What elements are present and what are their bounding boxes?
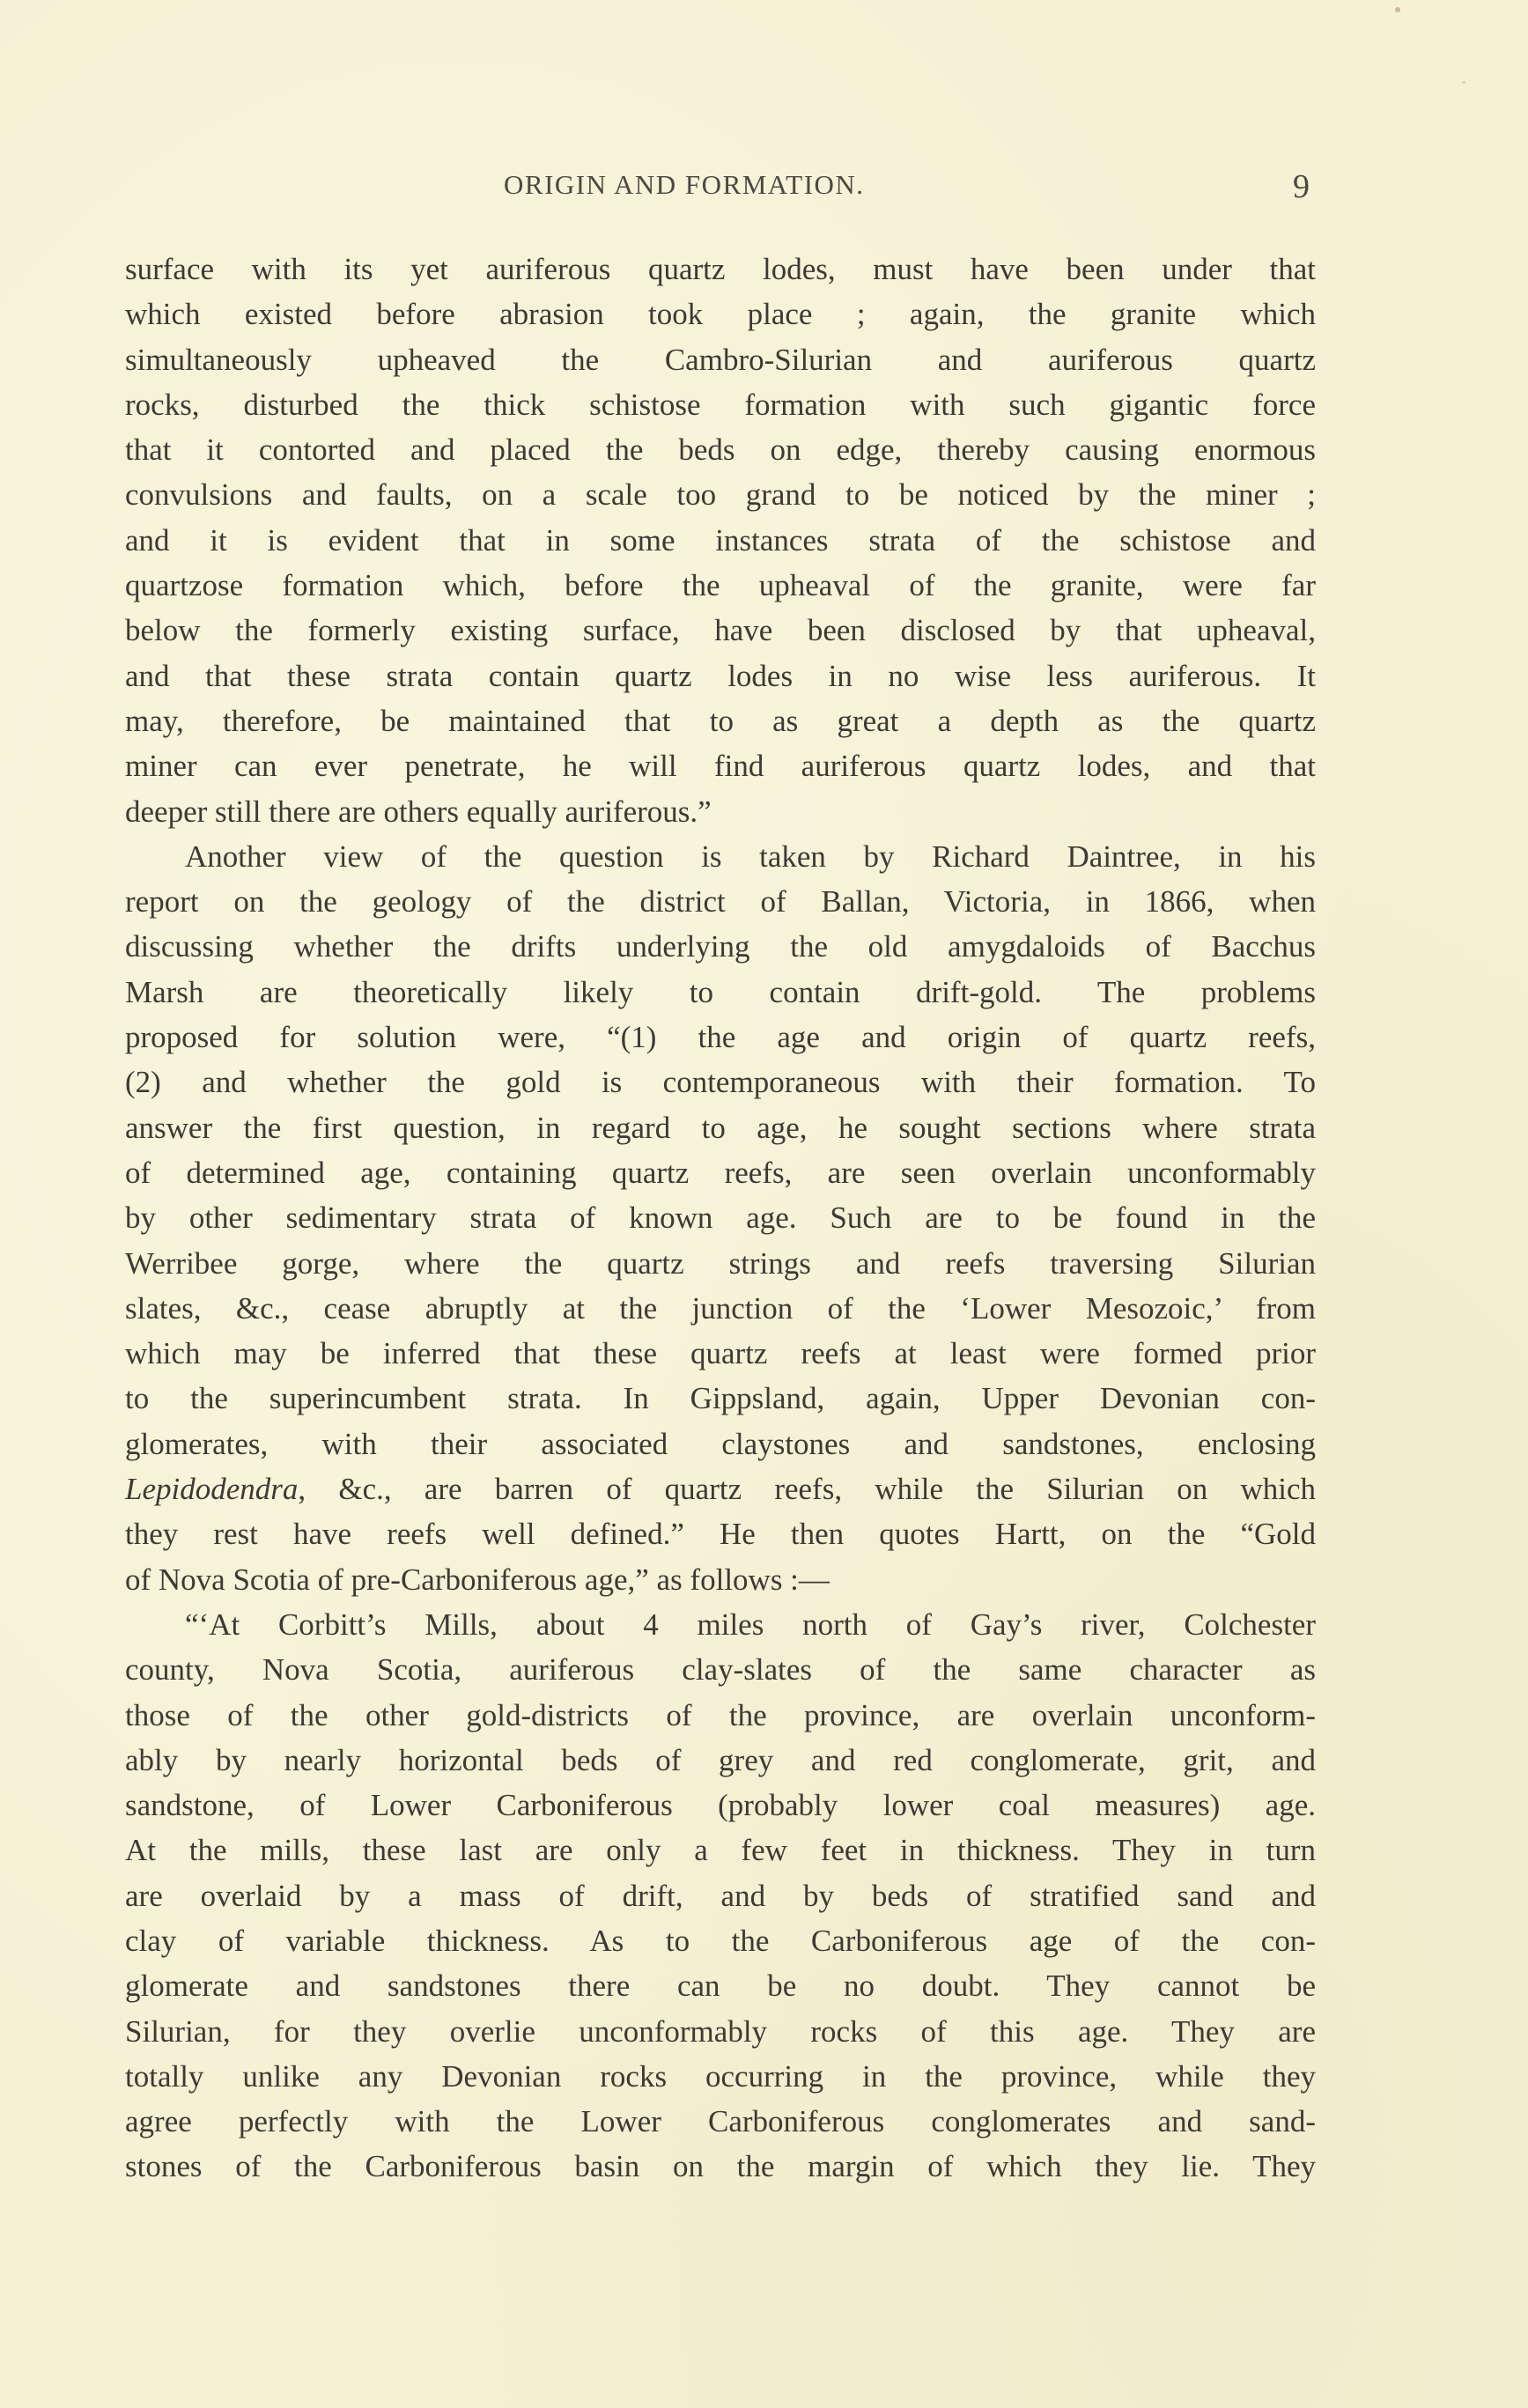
text-run: which may be inferred that these quartz reefs at least were formed prior: [125, 1336, 1316, 1371]
text-run: rocks, disturbed the thick schistose formation with such gigantic force: [125, 387, 1316, 422]
text-line: [125, 518, 1316, 563]
text-run: by other sedimentary strata of known age. Such are to be found in the: [125, 1200, 1316, 1236]
text-run: “‘At Corbitt’s Mills, about 4 miles north of Gay’s river, Colchester: [185, 1607, 1316, 1642]
text-run: which existed before abrasion took place ; again, the granite which: [125, 297, 1316, 332]
text-line: [125, 608, 1316, 653]
text-line-content: [125, 563, 1316, 608]
page-number: 9: [1293, 168, 1310, 205]
text-line-content: [185, 834, 1316, 879]
text-line: [125, 563, 1316, 608]
text-line-content: [125, 1693, 1316, 1738]
text-run: Werribee gorge, where the quartz strings and reefs traversing Silurian: [125, 1245, 1316, 1281]
text-line-content: [125, 292, 1316, 336]
text-line-content: [125, 337, 1316, 382]
text-line-content: [125, 427, 1316, 472]
text-run: that it contorted and placed the beds on edge, thereby causing enormous: [125, 432, 1316, 468]
text-run: surface with its yet auriferous quartz lodes, must have been under that: [125, 252, 1316, 286]
text-run: to the superincumbent strata. In Gippsland, again, Upper Devonian con-: [125, 1381, 1316, 1416]
text-line-content: [125, 518, 1316, 563]
text-run: Silurian, for they overlie unconformably rocks of this age. They are: [125, 2013, 1316, 2049]
text-line: [125, 789, 1316, 834]
text-line: [125, 1195, 1316, 1240]
text-line: [125, 337, 1316, 382]
text-run: may, therefore, be maintained that to as great a depth as the quartz: [125, 703, 1316, 738]
text-run: proposed for solution were, “(1) the age and origin of quartz reefs,: [125, 1020, 1316, 1055]
text-run: answer the first question, in regard to age, he sought sections where strata: [125, 1110, 1316, 1145]
text-line: [125, 2054, 1316, 2099]
text-run: slates, &c., cease abruptly at the junction of the ‘Lower Mesozoic,’ from: [125, 1290, 1316, 1326]
text-line: [125, 472, 1316, 517]
text-run: county, Nova Scotia, auriferous clay-slates of the same character as: [125, 1652, 1316, 1688]
text-line-content: [125, 1105, 1316, 1150]
text-run: of determined age, containing quartz reefs, are seen overlain unconformably: [125, 1155, 1316, 1190]
text-line: [125, 924, 1316, 969]
text-run: and that these strata contain quartz lodes in no wise less auriferous. It: [125, 658, 1316, 693]
text-run: quartzose formation which, before the upheaval of the granite, were far: [125, 568, 1316, 603]
text-line: [125, 1286, 1316, 1331]
paper-speck: [1462, 81, 1465, 84]
italic-term: Lepidodendra: [125, 1472, 299, 1507]
text-run: convulsions and faults, on a scale too grand to be noticed by the miner ;: [125, 477, 1316, 513]
text-line: [125, 247, 1316, 292]
text-line: [125, 1241, 1316, 1286]
text-line-content: [125, 1557, 1316, 1602]
text-run: Another view of the question is taken by Richard Daintree, in his: [185, 838, 1316, 874]
paper-speck: [1395, 7, 1400, 12]
text-line-content: [125, 924, 1316, 969]
text-line: [125, 2144, 1316, 2189]
text-line: [125, 292, 1316, 336]
text-line-content: [125, 654, 1316, 698]
text-line: [125, 2009, 1316, 2054]
text-run: they rest have reefs well defined.” He then quotes Hartt, on the “Gold: [125, 1517, 1316, 1552]
text-run: are overlaid by a mass of drift, and by beds of stratified sand and: [125, 1878, 1316, 1913]
text-line: [125, 382, 1316, 427]
text-line: [125, 743, 1316, 788]
text-line: [125, 1783, 1316, 1828]
text-line: [125, 1647, 1316, 1692]
text-run: agree perfectly with the Lower Carboniferous conglomerates and sand-: [125, 2104, 1316, 2139]
text-line: [125, 1963, 1316, 2008]
text-run: simultaneously upheaved the Cambro-Silurian and auriferous quartz: [125, 342, 1316, 377]
text-line: [125, 1060, 1316, 1104]
text-line: [125, 1828, 1316, 1872]
text-line-content: [125, 2144, 1316, 2189]
text-line-content: [125, 247, 1316, 292]
text-run: At the mills, these last are only a few feet in thickness. They in turn: [125, 1833, 1316, 1868]
text-line-content: [125, 1015, 1316, 1060]
text-line: [125, 1422, 1316, 1466]
text-line: [125, 1331, 1316, 1376]
text-line: [125, 1511, 1316, 1556]
text-line-content: [125, 789, 1316, 834]
text-line-content: [125, 1241, 1316, 1286]
text-line-content: [125, 2099, 1316, 2144]
text-line-content: [125, 472, 1316, 517]
text-line: [125, 1738, 1316, 1783]
text-run: ably by nearly horizontal beds of grey and red conglomerate, grit, and: [125, 1742, 1316, 1777]
text-line-content: [185, 1602, 1316, 1647]
text-line-content: [125, 1422, 1316, 1466]
text-line-content: [125, 1647, 1316, 1692]
text-run: sandstone, of Lower Carboniferous (probably lower coal measures) age.: [125, 1788, 1316, 1823]
text-line: [125, 1376, 1316, 1421]
text-line: [125, 427, 1316, 472]
text-line-content: [125, 1738, 1316, 1783]
text-run: those of the other gold-districts of the province, are overlain unconform-: [125, 1697, 1316, 1732]
text-run: Marsh are theoretically likely to contain drift-gold. The problems: [125, 974, 1316, 1009]
text-line-content: [125, 879, 1316, 924]
text-line: [125, 1557, 1316, 1602]
text-line: [125, 1602, 1316, 1647]
text-line-content: [125, 1873, 1316, 1918]
text-line-content: [125, 1195, 1316, 1240]
text-line: [125, 1015, 1316, 1060]
text-line-content: [125, 1286, 1316, 1331]
text-line-content: [125, 1963, 1316, 2008]
text-line-content: [125, 1376, 1316, 1421]
text-line: [125, 654, 1316, 698]
text-run: miner can ever penetrate, he will find auriferous quartz lodes, and that: [125, 749, 1316, 784]
text-run: stones of the Carboniferous basin on the margin of which they lie. They: [125, 2149, 1316, 2184]
text-run: totally unlike any Devonian rocks occurring in the province, while they: [125, 2058, 1316, 2094]
text-run: and it is evident that in some instances strata of the schistose and: [125, 522, 1316, 558]
text-line: [125, 1150, 1316, 1195]
text-line: [125, 2099, 1316, 2144]
text-line-content: [125, 1466, 1316, 1511]
text-line-content: [125, 1828, 1316, 1872]
text-line-content: [125, 743, 1316, 788]
text-run: of Nova Scotia of pre-Carboniferous age,” as follows :—: [125, 1562, 830, 1597]
text-line: [125, 879, 1316, 924]
text-line-content: [125, 1331, 1316, 1376]
text-run: report on the geology of the district of Ballan, Victoria, in 1866, when: [125, 884, 1316, 920]
text-run: deeper still there are others equally auriferous.”: [125, 794, 712, 829]
text-run: below the formerly existing surface, have been disclosed by that upheaval,: [125, 613, 1316, 648]
text-line-content: [125, 698, 1316, 743]
text-line-content: [125, 1783, 1316, 1828]
text-line: [125, 698, 1316, 743]
text-line-content: [125, 970, 1316, 1015]
body-text: [125, 247, 1316, 2190]
text-line: [125, 1105, 1316, 1150]
text-line-content: [125, 1918, 1316, 1963]
text-line-content: [125, 2009, 1316, 2054]
text-run: (2) and whether the gold is contemporaneous with their formation. To: [125, 1065, 1316, 1100]
text-line: [125, 1918, 1316, 1963]
text-line-content: [125, 1150, 1316, 1195]
text-line-content: [125, 608, 1316, 653]
text-line: [125, 1873, 1316, 1918]
text-line: [125, 834, 1316, 879]
text-line-content: [125, 382, 1316, 427]
text-run: , &c., are barren of quartz reefs, while the Silurian on which: [298, 1472, 1316, 1507]
text-run: discussing whether the drifts underlying the old amygdaloids of Bacchus: [125, 929, 1316, 964]
text-line: [125, 970, 1316, 1015]
running-head: ORIGIN AND FORMATION.: [504, 169, 865, 200]
text-line-content: [125, 1511, 1316, 1556]
text-line-content: [125, 2054, 1316, 2099]
text-line: [125, 1466, 1316, 1511]
text-run: clay of variable thickness. As to the Carboniferous age of the con-: [125, 1923, 1316, 1958]
text-line-content: [125, 1060, 1316, 1104]
text-run: glomerates, with their associated claystones and sandstones, enclosing: [125, 1426, 1316, 1461]
text-line: [125, 1693, 1316, 1738]
text-run: glomerate and sandstones there can be no doubt. They cannot be: [125, 1969, 1316, 2004]
